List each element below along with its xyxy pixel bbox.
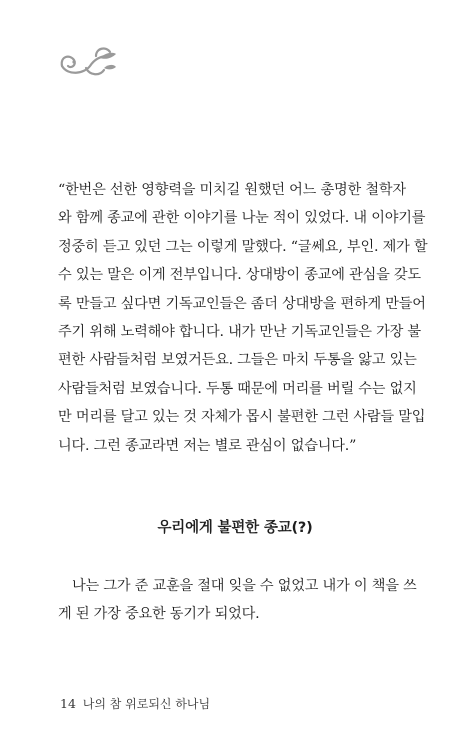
quote-line: 사람들처럼 보였습니다. 두통 때문에 머리를 버릴 수는 없지 <box>58 380 417 397</box>
book-title: 나의 참 위로되신 하나님 <box>82 697 211 711</box>
quote-line: “한번은 선한 영향력을 미치길 원했던 어느 총명한 철학자 <box>58 182 406 198</box>
quote-line: 정중히 듣고 있던 그는 이렇게 말했다. “글쎄요, 부인. 제가 할 <box>58 238 428 255</box>
quote-line: 주기 위해 노력해야 합니다. 내가 만난 기독교인들은 가장 불 <box>58 324 421 341</box>
running-footer <box>60 695 210 712</box>
body-line: 게 된 가장 중요한 동기가 되었다. <box>58 606 260 623</box>
quote-paragraph <box>58 176 428 460</box>
section-heading: 우리에게 불편한 종교(?) <box>157 520 313 536</box>
body-paragraph <box>58 572 418 629</box>
quote-line: 니다. 그런 종교라면 저는 별로 관심이 없습니다.” <box>58 437 357 454</box>
swirl-flourish-icon <box>56 42 118 80</box>
quote-line: 록 만들고 싶다면 기독교인들은 좀더 상대방을 편하게 만들어 <box>58 295 426 312</box>
quote-line: 수 있는 말은 이게 전부입니다. 상대방이 종교에 관심을 갖도 <box>58 267 421 284</box>
quote-line: 만 머리를 달고 있는 것 자체가 몹시 불편한 그런 사람들 말입 <box>58 409 426 426</box>
body-line: 나는 그가 준 교훈을 절대 잊을 수 없었고 내가 이 책을 쓰 <box>72 578 417 594</box>
page-number: 14 <box>60 696 76 711</box>
quote-line: 편한 사람들처럼 보였거든요. 그들은 마치 두통을 앓고 있는 <box>58 352 417 369</box>
quote-line: 와 함께 종교에 관한 이야기를 나눈 적이 있었다. 내 이야기를 <box>58 210 426 227</box>
